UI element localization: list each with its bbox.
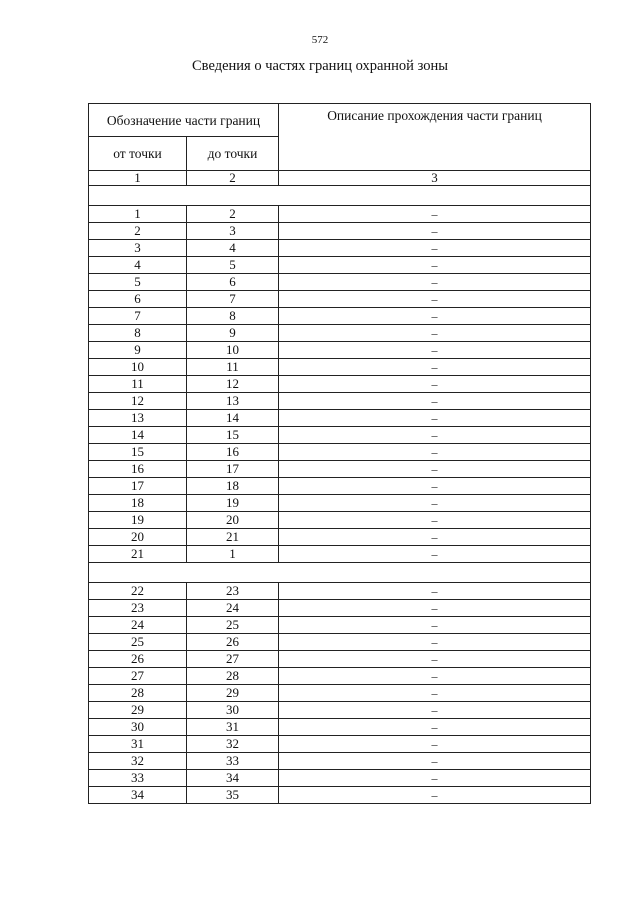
from-point-cell: 22	[89, 583, 187, 600]
description-cell: –	[279, 223, 591, 240]
header-boundary-part-designation: Обозначение части границ	[89, 104, 279, 137]
description-cell: –	[279, 291, 591, 308]
from-point-cell: 3	[89, 240, 187, 257]
description-cell: –	[279, 257, 591, 274]
description-cell: –	[279, 393, 591, 410]
description-cell: –	[279, 600, 591, 617]
to-point-cell: 1	[187, 546, 279, 563]
from-point-cell: 15	[89, 444, 187, 461]
from-point-cell: 21	[89, 546, 187, 563]
from-point-cell: 1	[89, 206, 187, 223]
to-point-cell: 10	[187, 342, 279, 359]
section-separator-cell	[89, 186, 591, 206]
table-row	[89, 736, 591, 753]
table-row	[89, 529, 591, 546]
from-point-cell: 14	[89, 427, 187, 444]
to-point-cell: 18	[187, 478, 279, 495]
table-row	[89, 444, 591, 461]
description-cell: –	[279, 753, 591, 770]
description-cell: –	[279, 325, 591, 342]
to-point-cell: 33	[187, 753, 279, 770]
table-row	[89, 410, 591, 427]
to-point-cell: 17	[187, 461, 279, 478]
table-row	[89, 393, 591, 410]
from-point-cell: 27	[89, 668, 187, 685]
to-point-cell: 23	[187, 583, 279, 600]
table-row	[89, 702, 591, 719]
description-cell: –	[279, 702, 591, 719]
table-row	[89, 583, 591, 600]
to-point-cell: 14	[187, 410, 279, 427]
table-row	[89, 787, 591, 804]
column-number: 2	[187, 171, 279, 186]
table-row	[89, 274, 591, 291]
table-row	[89, 685, 591, 702]
from-point-cell: 13	[89, 410, 187, 427]
from-point-cell: 7	[89, 308, 187, 325]
table-row	[89, 223, 591, 240]
table-row	[89, 240, 591, 257]
description-cell: –	[279, 240, 591, 257]
table-header	[89, 104, 591, 186]
to-point-cell: 26	[187, 634, 279, 651]
table-row	[89, 308, 591, 325]
to-point-cell: 29	[187, 685, 279, 702]
column-number: 1	[89, 171, 187, 186]
to-point-cell: 3	[187, 223, 279, 240]
column-number: 3	[279, 171, 591, 186]
description-cell: –	[279, 427, 591, 444]
table-row	[89, 206, 591, 223]
to-point-cell: 28	[187, 668, 279, 685]
to-point-cell: 25	[187, 617, 279, 634]
from-point-cell: 2	[89, 223, 187, 240]
to-point-cell: 13	[187, 393, 279, 410]
table-row	[89, 478, 591, 495]
description-cell: –	[279, 444, 591, 461]
description-cell: –	[279, 787, 591, 804]
table-row	[89, 342, 591, 359]
to-point-cell: 2	[187, 206, 279, 223]
header-to-point: до точки	[187, 137, 279, 171]
table-row	[89, 325, 591, 342]
table-row	[89, 668, 591, 685]
description-cell: –	[279, 308, 591, 325]
table-row	[89, 291, 591, 308]
from-point-cell: 24	[89, 617, 187, 634]
from-point-cell: 11	[89, 376, 187, 393]
description-cell: –	[279, 274, 591, 291]
to-point-cell: 27	[187, 651, 279, 668]
to-point-cell: 34	[187, 770, 279, 787]
from-point-cell: 29	[89, 702, 187, 719]
description-cell: –	[279, 376, 591, 393]
from-point-cell: 30	[89, 719, 187, 736]
document-title: Сведения о частях границ охранной зоны	[192, 58, 448, 74]
from-point-cell: 9	[89, 342, 187, 359]
table-row	[89, 512, 591, 529]
description-cell: –	[279, 529, 591, 546]
from-point-cell: 23	[89, 600, 187, 617]
description-cell: –	[279, 206, 591, 223]
to-point-cell: 16	[187, 444, 279, 461]
description-cell: –	[279, 478, 591, 495]
table-row	[89, 257, 591, 274]
from-point-cell: 8	[89, 325, 187, 342]
table-row	[89, 546, 591, 563]
to-point-cell: 20	[187, 512, 279, 529]
table-row	[89, 427, 591, 444]
from-point-cell: 10	[89, 359, 187, 376]
to-point-cell: 9	[187, 325, 279, 342]
to-point-cell: 19	[187, 495, 279, 512]
from-point-cell: 6	[89, 291, 187, 308]
from-point-cell: 4	[89, 257, 187, 274]
from-point-cell: 17	[89, 478, 187, 495]
table-row	[89, 770, 591, 787]
from-point-cell: 25	[89, 634, 187, 651]
description-cell: –	[279, 634, 591, 651]
from-point-cell: 32	[89, 753, 187, 770]
page-number: 572	[311, 34, 329, 46]
boundary-parts-table	[88, 103, 591, 804]
table-row	[89, 753, 591, 770]
to-point-cell: 31	[187, 719, 279, 736]
from-point-cell: 26	[89, 651, 187, 668]
table-row	[89, 495, 591, 512]
description-cell: –	[279, 719, 591, 736]
description-cell: –	[279, 770, 591, 787]
description-cell: –	[279, 546, 591, 563]
from-point-cell: 28	[89, 685, 187, 702]
table-body	[89, 186, 591, 804]
from-point-cell: 31	[89, 736, 187, 753]
from-point-cell: 16	[89, 461, 187, 478]
description-cell: –	[279, 736, 591, 753]
to-point-cell: 6	[187, 274, 279, 291]
to-point-cell: 5	[187, 257, 279, 274]
section-separator-row	[89, 186, 591, 206]
table-row	[89, 376, 591, 393]
description-cell: –	[279, 410, 591, 427]
from-point-cell: 12	[89, 393, 187, 410]
description-cell: –	[279, 617, 591, 634]
table-row	[89, 634, 591, 651]
description-cell: –	[279, 495, 591, 512]
from-point-cell: 20	[89, 529, 187, 546]
column-number-row	[89, 171, 591, 186]
header-boundary-description: Описание прохождения части границ	[279, 104, 591, 171]
from-point-cell: 33	[89, 770, 187, 787]
description-cell: –	[279, 685, 591, 702]
to-point-cell: 35	[187, 787, 279, 804]
section-separator-row	[89, 563, 591, 583]
to-point-cell: 11	[187, 359, 279, 376]
header-from-point: от точки	[89, 137, 187, 171]
to-point-cell: 32	[187, 736, 279, 753]
table-row	[89, 359, 591, 376]
to-point-cell: 21	[187, 529, 279, 546]
to-point-cell: 30	[187, 702, 279, 719]
from-point-cell: 19	[89, 512, 187, 529]
from-point-cell: 5	[89, 274, 187, 291]
description-cell: –	[279, 651, 591, 668]
table-row	[89, 461, 591, 478]
table-row	[89, 600, 591, 617]
description-cell: –	[279, 668, 591, 685]
to-point-cell: 24	[187, 600, 279, 617]
to-point-cell: 8	[187, 308, 279, 325]
description-cell: –	[279, 359, 591, 376]
to-point-cell: 7	[187, 291, 279, 308]
section-separator-cell	[89, 563, 591, 583]
table-row	[89, 651, 591, 668]
description-cell: –	[279, 583, 591, 600]
table-row	[89, 617, 591, 634]
description-cell: –	[279, 342, 591, 359]
from-point-cell: 34	[89, 787, 187, 804]
description-cell: –	[279, 512, 591, 529]
to-point-cell: 15	[187, 427, 279, 444]
to-point-cell: 12	[187, 376, 279, 393]
to-point-cell: 4	[187, 240, 279, 257]
table-row	[89, 719, 591, 736]
from-point-cell: 18	[89, 495, 187, 512]
description-cell: –	[279, 461, 591, 478]
